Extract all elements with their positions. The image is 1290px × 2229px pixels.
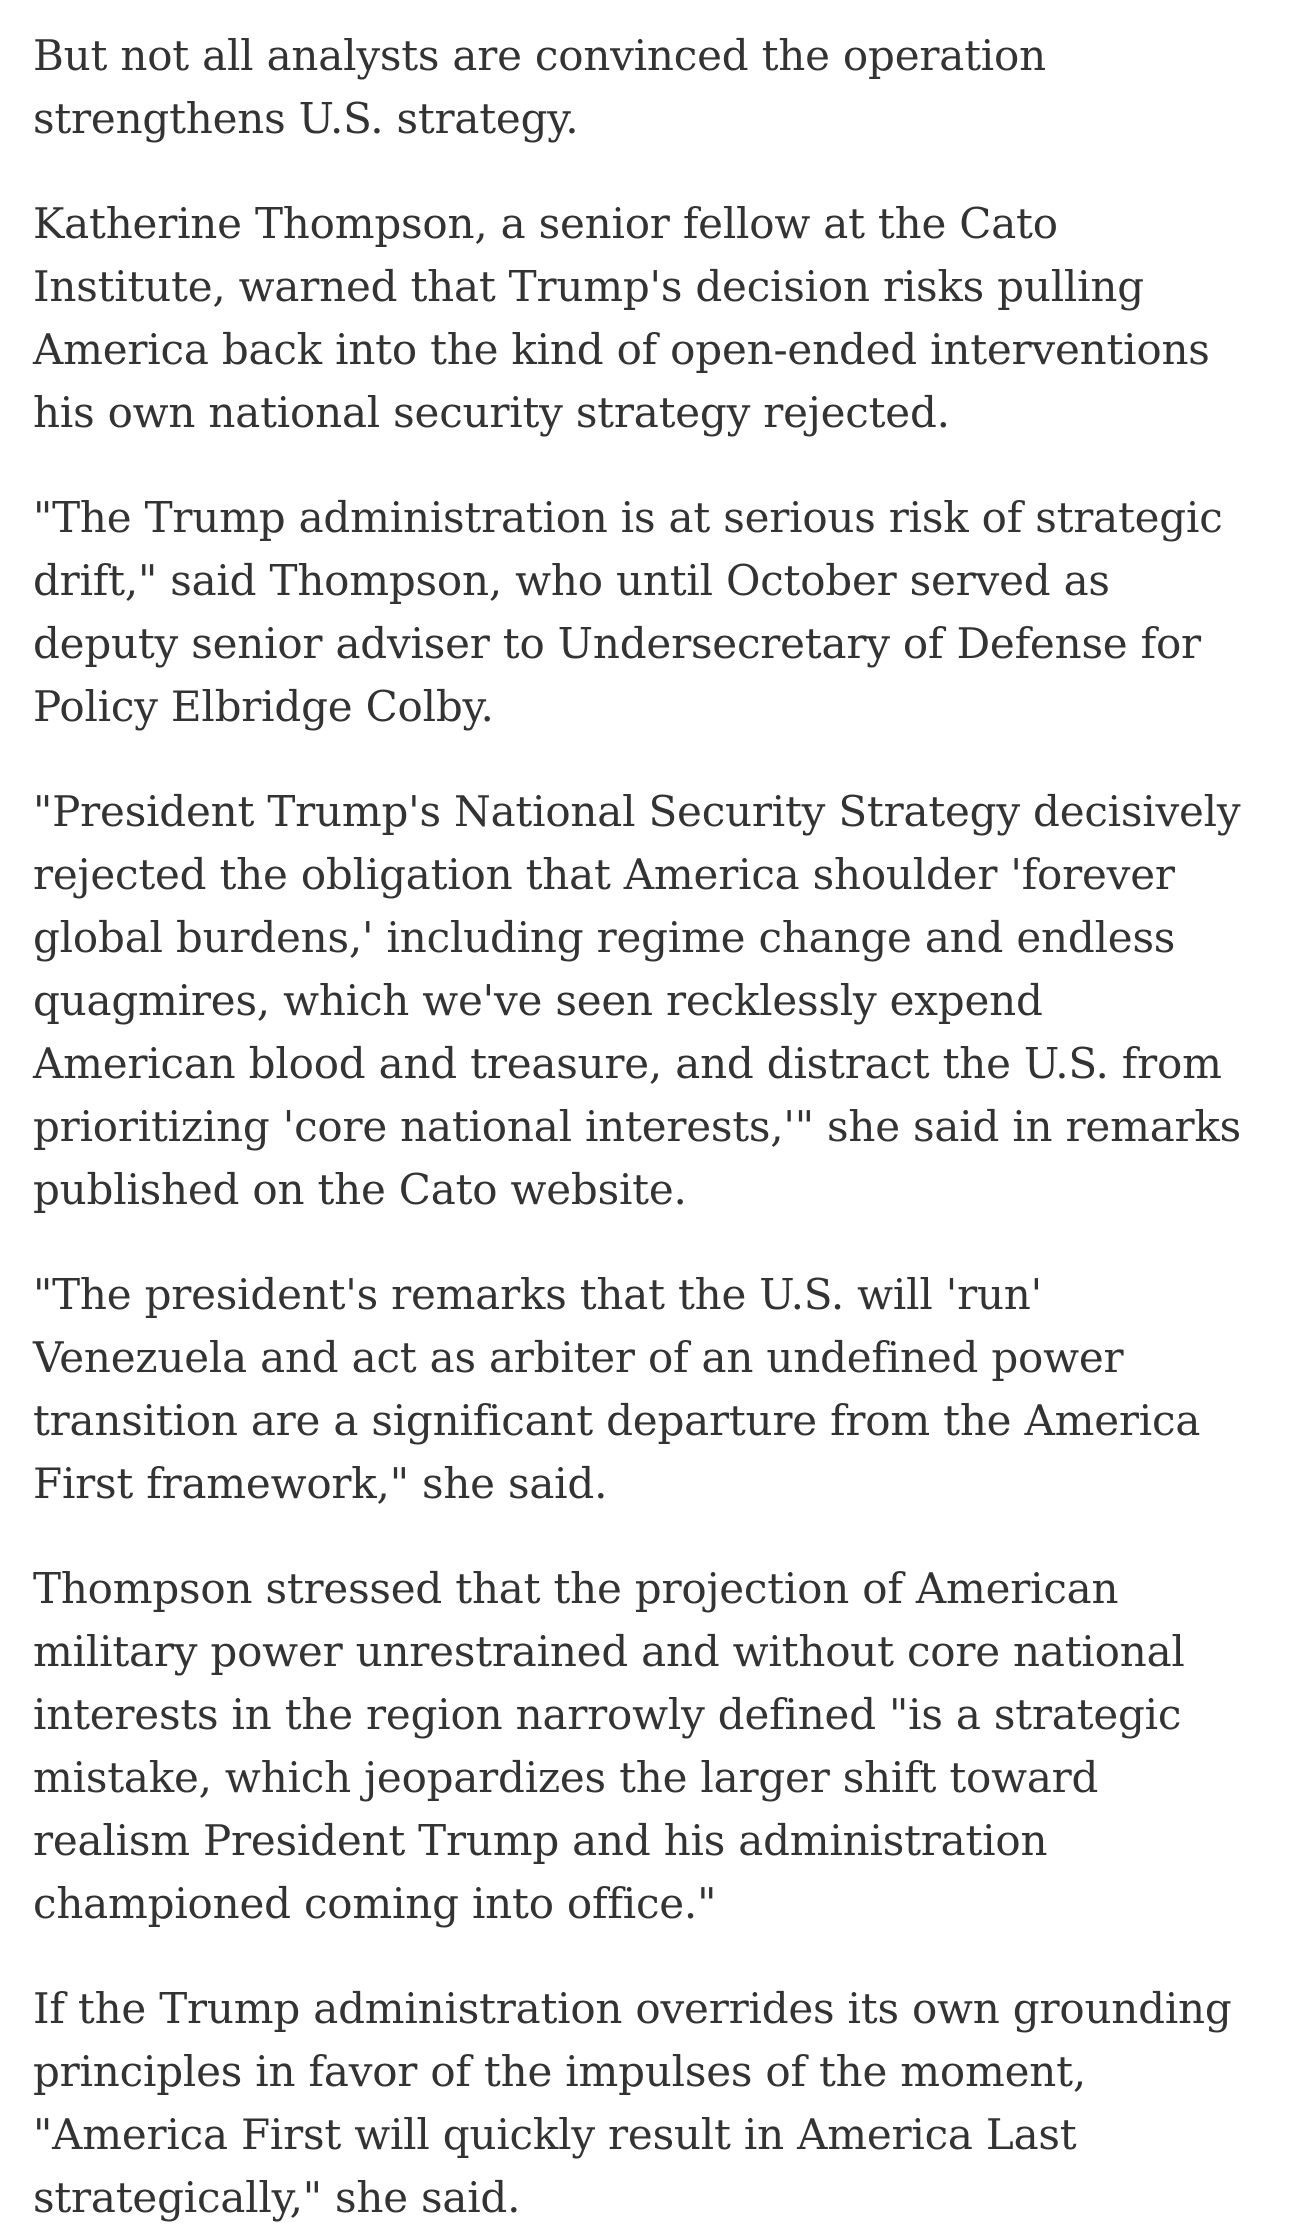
article-paragraph: "The president's remarks that the U.S. will 'run' Venezuela and act as arbiter of an undefined power transition are a significant departure from the America First framework," she said. [33, 1270, 1201, 1508]
article-paragraph: "President Trump's National Security Strategy decisively rejected the obligation that America shoulder 'forever global burdens,' including regime change and endless quagmires, which we've seen recklessly expend American blood and treasure, and distract the U.S. from prioritizing 'core national interests,'" she said in remarks published on the Cato website. [33, 787, 1242, 1214]
article-paragraph: "The Trump administration is at serious risk of strategic drift," said Thompson, who until October served as deputy senior adviser to Undersecretary of Defense for Policy Elbridge Colby. [33, 493, 1223, 731]
article-paragraph: But not all analysts are convinced the operation strengthens U.S. strategy. [33, 31, 1046, 143]
article-paragraph: Thompson stressed that the projection of American military power unrestrained and without core national interests in the region narrowly defined "is a strategic mistake, which jeopardizes the larger shift toward realism President Trump and his administration championed coming into office." [33, 1564, 1185, 1928]
article-paragraph: Katherine Thompson, a senior fellow at the Cato Institute, warned that Trump's decision risks pulling America back into the kind of open-ended interventions his own national security strategy rejected. [33, 199, 1210, 437]
article-paragraph: If the Trump administration overrides its own grounding principles in favor of the impulses of the moment, "America First will quickly result in America Last strategically," she said. [33, 1984, 1232, 2222]
